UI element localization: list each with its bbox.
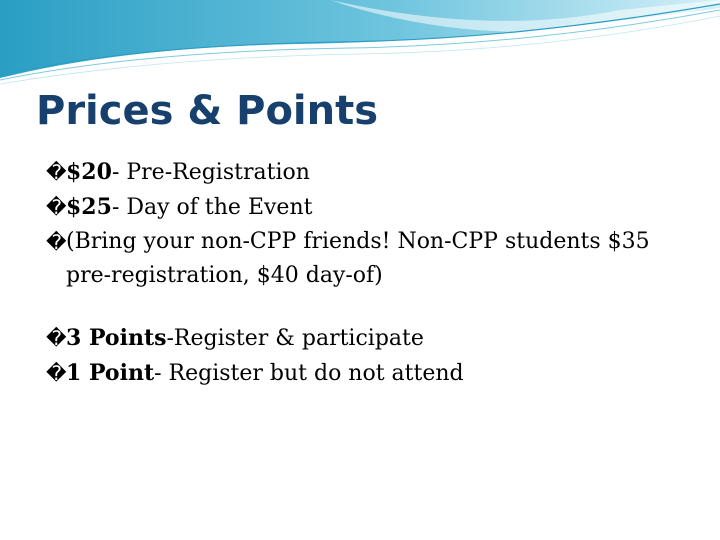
bullet-icon: � <box>46 160 67 184</box>
bullet-icon: � <box>46 195 67 219</box>
non-cpp-note: (Bring your non-CPP friends! Non-CPP students $35 pre-registration, $40 day-of) <box>66 229 650 288</box>
bullet-icon: � <box>46 361 67 385</box>
points-value: 1 Point <box>66 360 155 386</box>
price-value: $20 <box>66 159 112 185</box>
page-title: Prices & Points <box>36 88 379 134</box>
points-description: -Register & participate <box>166 326 424 351</box>
points-description: - Register but do not attend <box>154 361 464 386</box>
bullet-icon: � <box>46 326 67 350</box>
price-value: $25 <box>66 194 112 220</box>
bullet-icon: � <box>46 230 67 254</box>
list-item <box>46 155 696 190</box>
price-description: - Day of the Event <box>111 195 313 220</box>
list-item <box>46 356 696 391</box>
list-item <box>46 321 696 356</box>
points-value: 3 Points <box>66 325 167 351</box>
price-description: - Pre-Registration <box>111 160 310 185</box>
bullet-list <box>46 155 696 391</box>
list-item <box>46 225 696 293</box>
list-item <box>46 190 696 225</box>
